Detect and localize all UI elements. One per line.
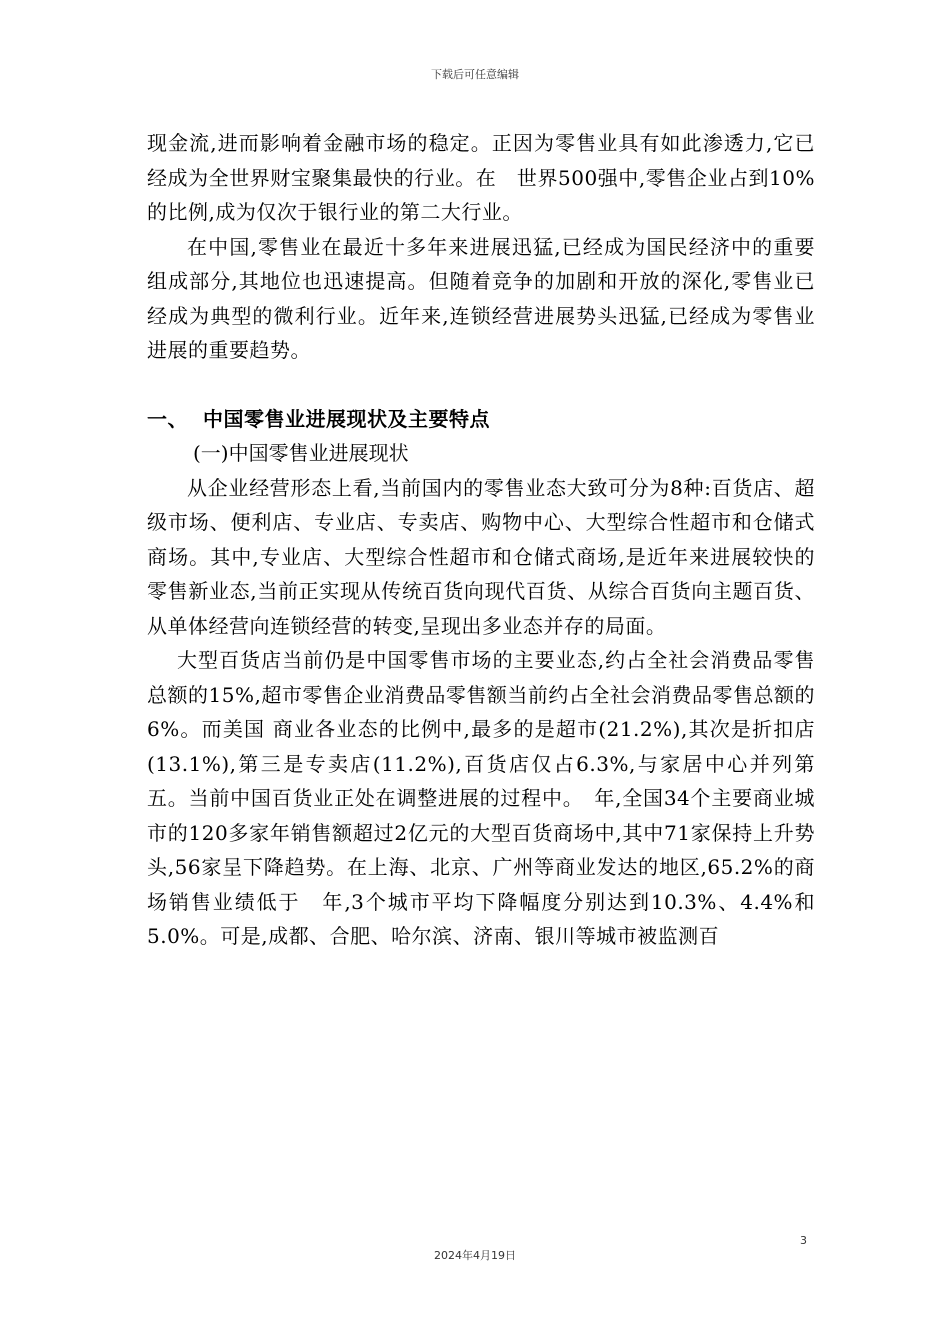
paragraph-3: 从企业经营形态上看,当前国内的零售业态大致可分为8种:百货店、超级市场、便利店、专业店、专卖店、购物中心、大型综合性超市和仓储式商场。其中,专业店、大型综合性超市和仓储式商场,是近年来进展较快的零售新业态,当前正实现从传统百货向现代百货、从综合百货向主题百货、从单体经营向连锁经营的转变,呈现出多业态并存的局面。: [147, 475, 815, 638]
page-footer-date: 2024年4月19日: [434, 1249, 516, 1262]
subsection-heading: (一)中国零售业进展现状: [193, 441, 409, 465]
paragraph-4: 大型百货店当前仍是中国零售市场的主要业态,约占全社会消费品零售总额的15%,超市零售企业消费品零售额当前约占全社会消费品零售总额的6%。而美国 商业各业态的比例中,最多的是超市(21.2%),其次是折扣店(13.1%),第三是专卖店(11.2%),百货店仅占6.3%,与家居中心并列第五。当前中国百货业正处在调整进展的过程中。 年,全国34个主要商业城市的120多家年销售额超过2亿元的大型百货商场中,其中71家保持上升势头,56家呈下降趋势。在上海、北京、广州等商业发达的地区,65.2%的商场销售业绩低于 年,3个城市平均下降幅度分别达到10.3%、4.4%和5.0%。可是,成都、合肥、哈尔滨、济南、银川等城市被监测百: [147, 648, 815, 948]
paragraph-1: 现金流,进而影响着金融市场的稳定。正因为零售业具有如此渗透力,它已经成为全世界财宝聚集最快的行业。在 世界500强中,零售企业占到10%的比例,成为仅次于银行业的第二大行业。: [147, 131, 815, 224]
page-header: 下载后可任意编辑: [431, 68, 519, 81]
section-number: 一、: [147, 406, 188, 431]
document-body: [147, 126, 815, 954]
paragraph-2: 在中国,零售业在最近十多年来进展迅猛,已经成为国民经济中的重要组成部分,其地位也迅速提高。但随着竞争的加剧和开放的深化,零售业已经成为典型的微利行业。近年来,连锁经营进展势头迅猛,已经成为零售业进展的重要趋势。: [147, 234, 815, 362]
section-gap: [147, 368, 815, 402]
page-number: 3: [800, 1234, 807, 1247]
section-title: 中国零售业进展现状及主要特点: [203, 406, 490, 431]
section-heading: [147, 402, 815, 437]
